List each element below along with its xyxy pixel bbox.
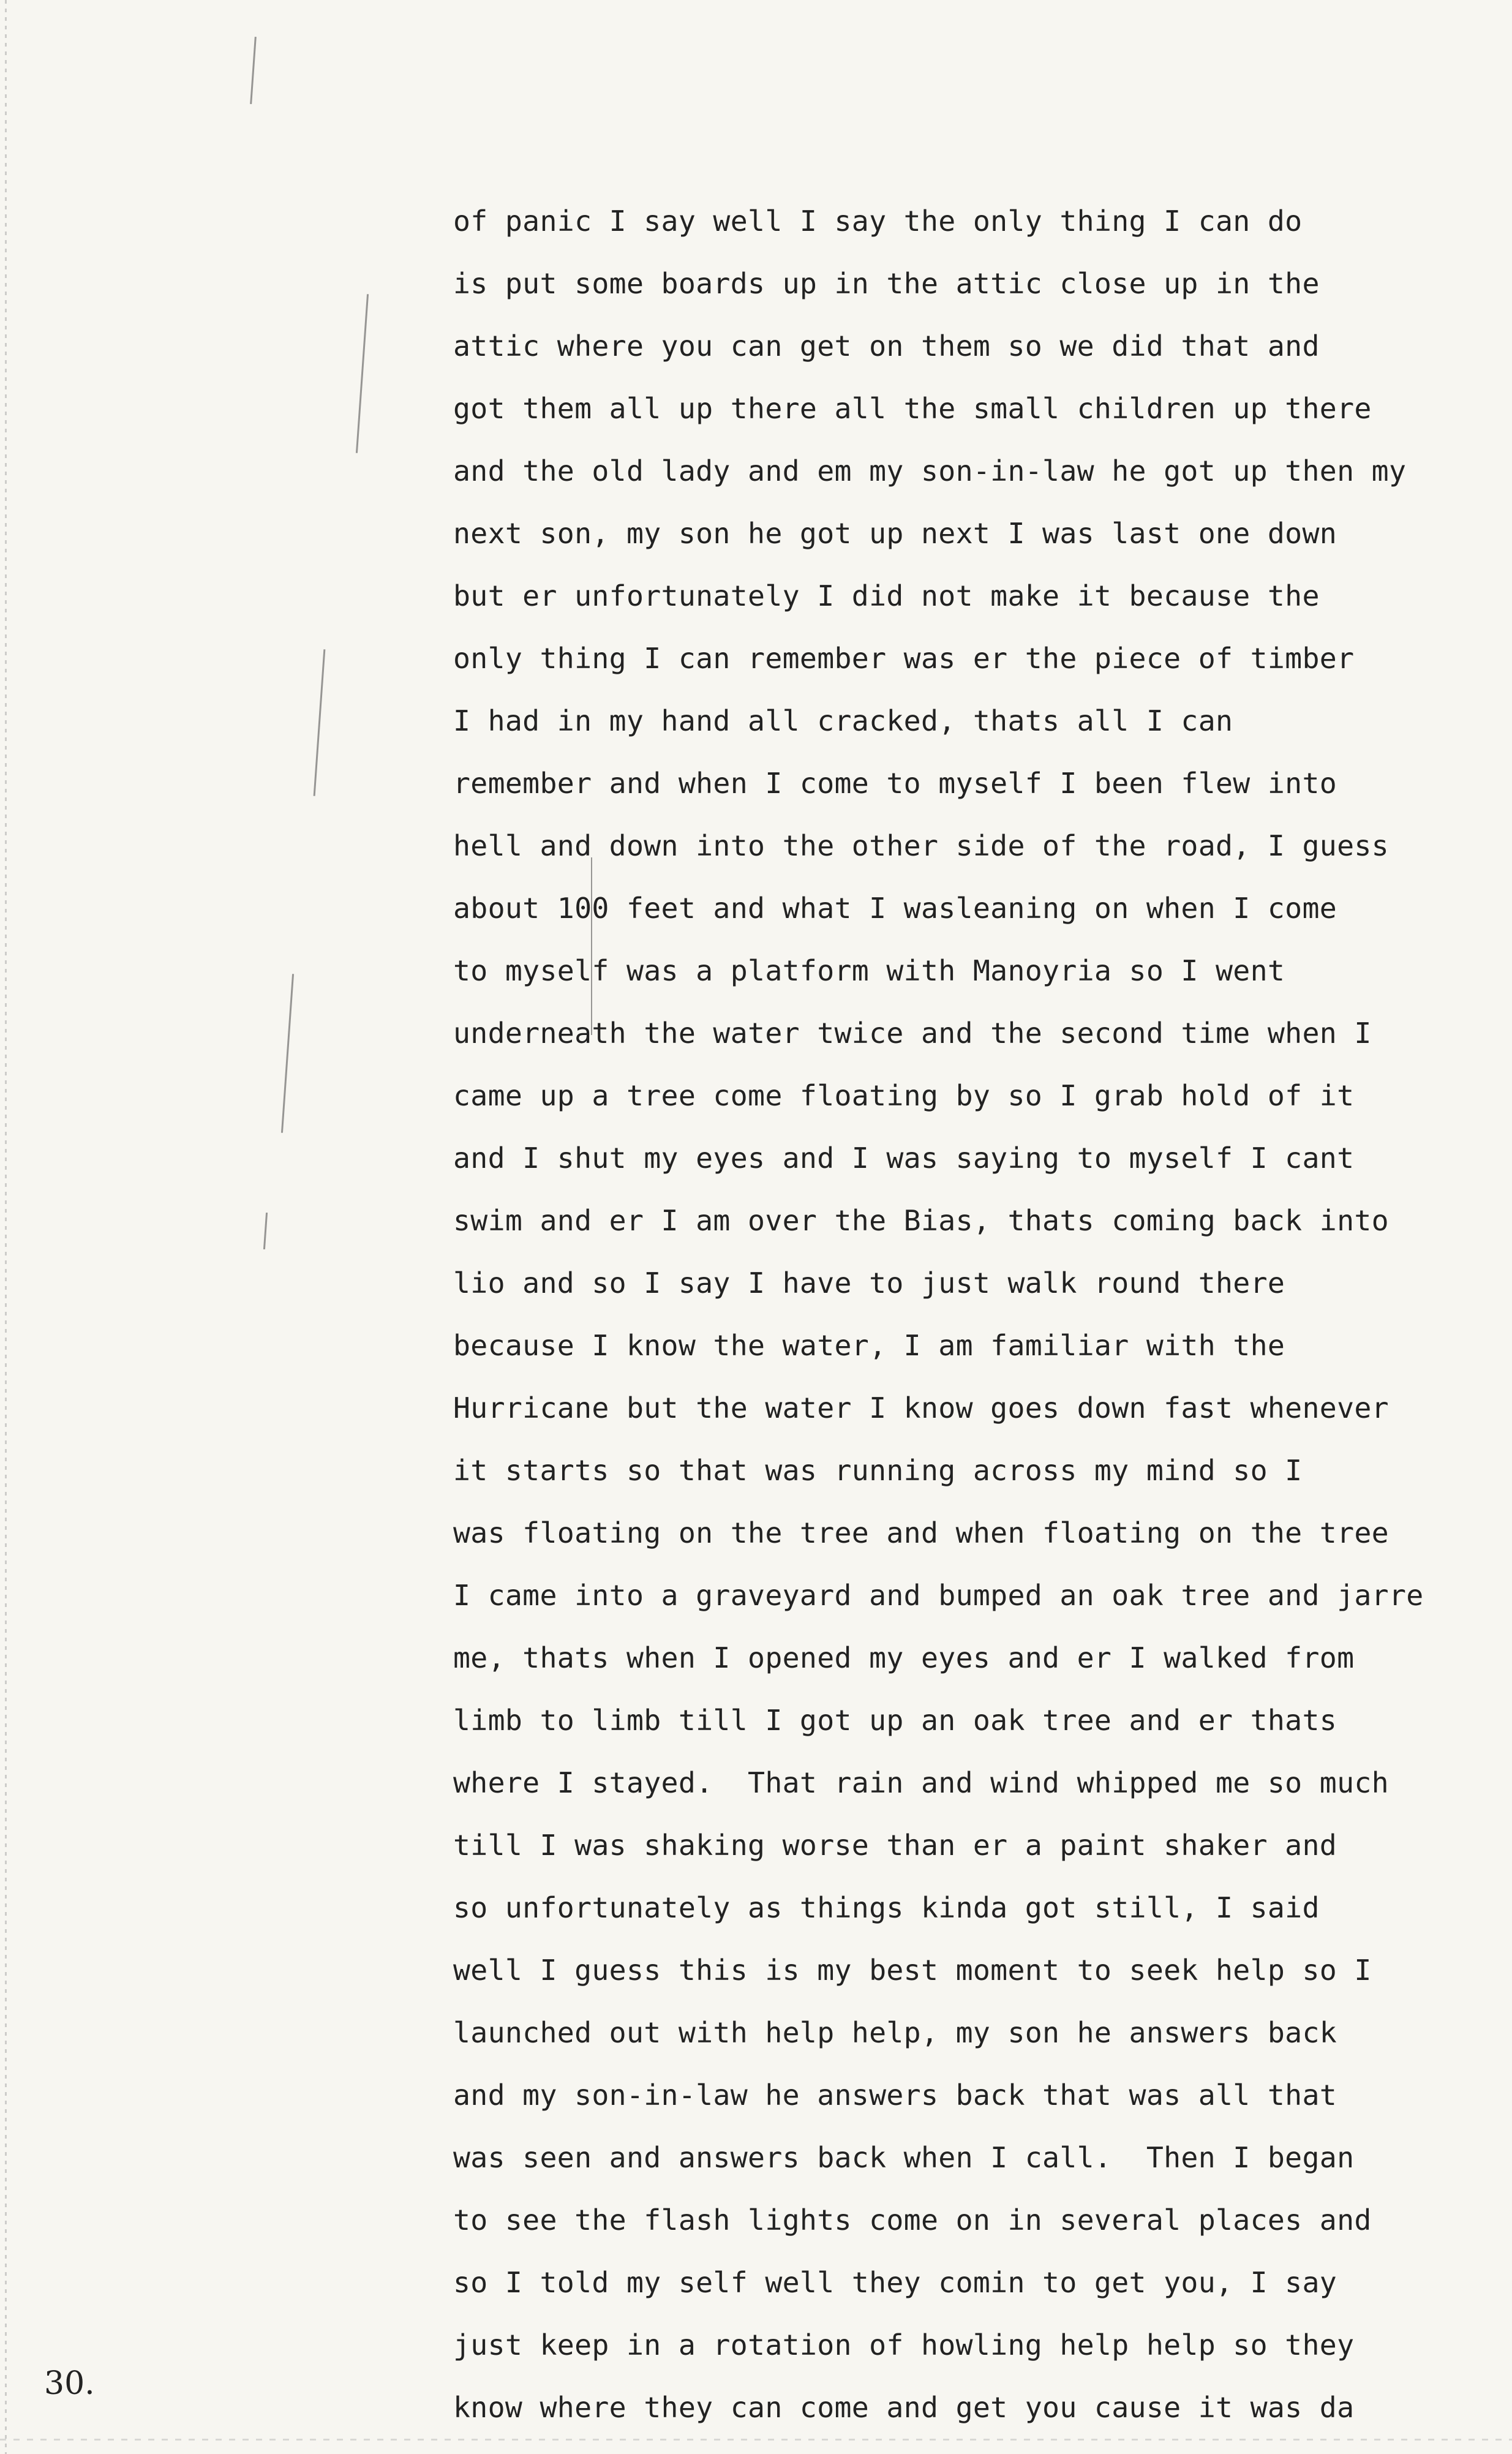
text-line: was seen and answers back when I call. Then I began [453, 2141, 1355, 2174]
text-line: I came into a graveyard and bumped an oak tree and jarre [453, 1579, 1424, 1612]
text-line: hell and down into the other side of the road, I guess [453, 829, 1389, 862]
text-line: remember and when I come to myself I been flew into [453, 767, 1337, 800]
page-left-edge [5, 0, 7, 2454]
text-line: about 100 feet and what I wasleaning on when I come [453, 892, 1337, 925]
text-line: so unfortunately as things kinda got still, I said [453, 1891, 1320, 1924]
text-line: well I guess this is my best moment to seek help so I [453, 1954, 1372, 1987]
margin-pencil-mark [281, 974, 294, 1133]
text-line: came up a tree come floating by so I grab hold of it [453, 1079, 1355, 1112]
text-line: and the old lady and em my son-in-law he got up then my [453, 454, 1407, 487]
text-line: launched out with help help, my son he answers back [453, 2016, 1337, 2049]
text-line: I had in my hand all cracked, thats all I can [453, 704, 1233, 737]
text-line: to myself was a platform with Manoyria so I went [453, 954, 1285, 987]
text-line: swim and er I am over the Bias, thats coming back into [453, 1204, 1389, 1237]
text-line: underneath the water twice and the second time when I [453, 1017, 1372, 1050]
text-line: where I stayed. That rain and wind whipped me so much [453, 1766, 1389, 1799]
body-text [453, 190, 1494, 2439]
margin-pencil-mark [314, 649, 326, 796]
text-line: was floating on the tree and when floating on the tree [453, 1516, 1389, 1549]
text-line: got them all up there all the small children up there [453, 392, 1372, 425]
text-line: just keep in a rotation of howling help help so they [453, 2328, 1355, 2362]
text-line: till I was shaking worse than er a paint shaker and [453, 1829, 1337, 1862]
text-line: to see the flash lights come on in several places and [453, 2204, 1372, 2237]
text-line: limb to limb till I got up an oak tree and er thats [453, 1704, 1337, 1737]
text-line: so I told my self well they comin to get you, I say [453, 2266, 1337, 2299]
text-line: and my son-in-law he answers back that was all that [453, 2079, 1337, 2112]
text-line: only thing I can remember was er the piece of timber [453, 642, 1355, 675]
text-line: but er unfortunately I did not make it because the [453, 579, 1320, 612]
text-line: lio and so I say I have to just walk round there [453, 1267, 1285, 1300]
text-line: attic where you can get on them so we did that and [453, 329, 1320, 363]
page-bottom-edge [0, 2439, 1512, 2441]
page-number: 30. [44, 2365, 95, 2402]
text-line: next son, my son he got up next I was last one down [453, 517, 1337, 550]
margin-pencil-mark [250, 37, 257, 104]
text-line: because I know the water, I am familiar with the [453, 1329, 1285, 1362]
margin-pencil-mark [356, 294, 369, 453]
text-line: me, thats when I opened my eyes and er I walked from [453, 1641, 1355, 1674]
margin-pencil-mark [263, 1213, 268, 1249]
text-line: know where they can come and get you cause it was da [453, 2391, 1355, 2424]
text-line: Hurricane but the water I know goes down fast whenever [453, 1391, 1389, 1425]
text-line: of panic I say well I say the only thing I can do [453, 205, 1303, 238]
text-line: is put some boards up in the attic close up in the [453, 267, 1320, 300]
text-line: it starts so that was running across my mind so I [453, 1454, 1303, 1487]
text-line: and I shut my eyes and I was saying to myself I cant [453, 1142, 1355, 1175]
